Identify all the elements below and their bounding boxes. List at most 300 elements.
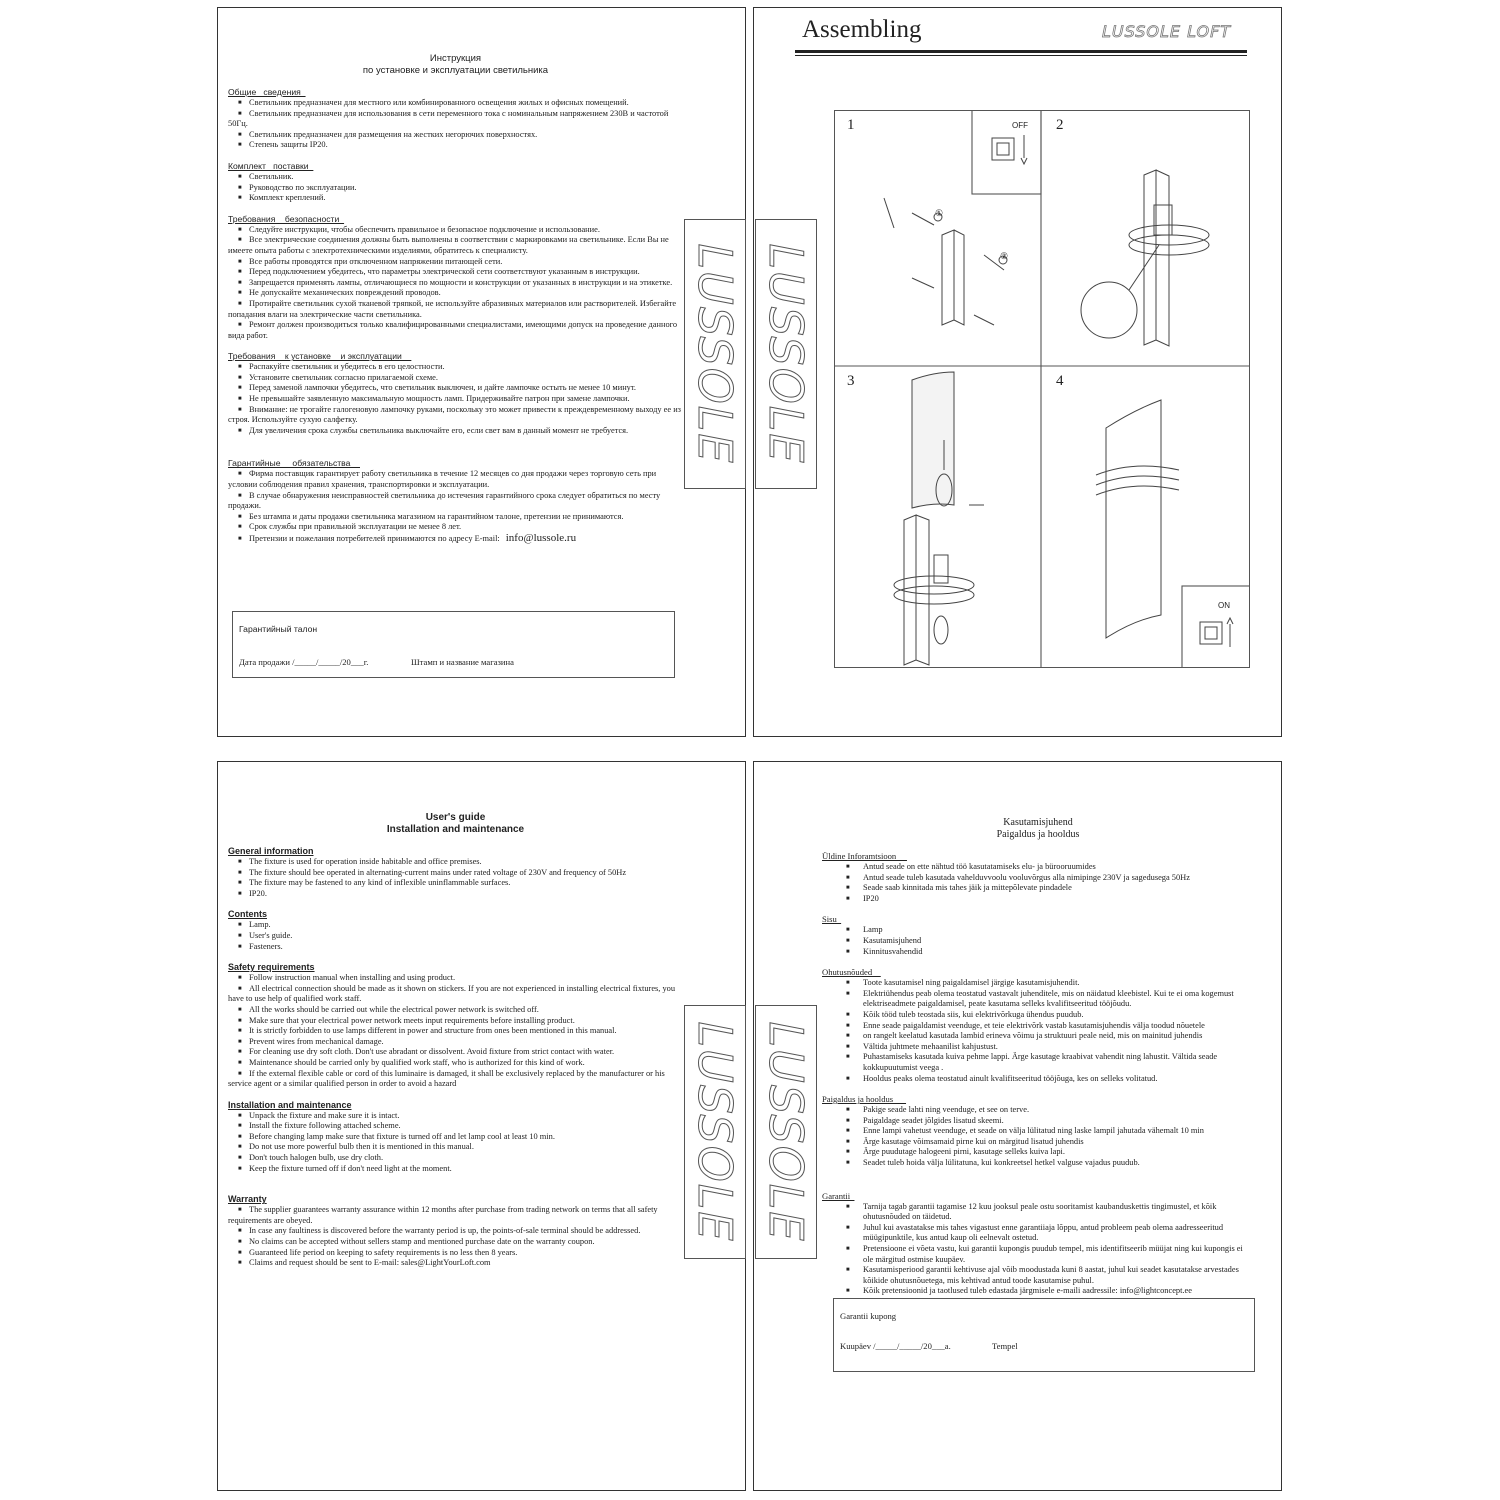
bullet-icon: ■ <box>846 1117 850 1124</box>
list-item <box>228 868 683 879</box>
bullet-icon: ■ <box>238 1249 242 1256</box>
list-item-text: Do not use more powerful bulb then it is mentioned in this manual. <box>249 1142 474 1152</box>
bullet-icon: ■ <box>238 396 242 403</box>
step-1-drawing <box>884 198 1007 325</box>
bullet-icon: ■ <box>238 385 242 392</box>
list-item-text: Claims and request should be sent to E-mail: sales@LightYourLoft.com <box>249 1258 491 1268</box>
section-heading: Sisu <box>822 914 842 925</box>
list-item-text: Lamp. <box>249 920 271 930</box>
step-4-drawing <box>1096 400 1179 638</box>
et-warranty-coupon <box>833 1298 1255 1372</box>
list-item-text: Puhastamiseks kasutada kuiva pehme lappi. Ärge kasutage kraabivat vahendit ning lahustit. Vältida seade kokkupuutumist veega . <box>863 1052 1218 1072</box>
bullet-icon: ■ <box>238 1070 242 1077</box>
bullet-icon: ■ <box>846 864 850 870</box>
bullet-icon: ■ <box>238 1006 242 1013</box>
lussole-logo-vertical <box>684 219 746 489</box>
bullet-icon: ■ <box>238 932 242 939</box>
page-english-users-guide <box>217 761 746 1491</box>
bullet-icon: ■ <box>846 1043 850 1050</box>
bullet-icon: ■ <box>238 1207 242 1214</box>
bullet-icon: ■ <box>238 1123 242 1130</box>
list-item <box>228 491 683 512</box>
list-item-text: Перед подключением убедитесь, что параметры электрической сети соответствуют указанным в инструкции. <box>249 267 640 277</box>
coupon-stamp-label: Tempel <box>992 1341 1018 1351</box>
list-item-text: Seade saab kinnitada mis tahes jäik ja mittepõlevate pindadele <box>863 883 1072 893</box>
bullet-icon: ■ <box>846 874 850 881</box>
list-item <box>228 1047 683 1058</box>
bullet-icon: ■ <box>238 110 242 117</box>
bullet-icon: ■ <box>846 927 850 934</box>
bullet-icon: ■ <box>238 258 242 265</box>
list-item-text: The fixture is used for operation inside habitable and office premises. <box>249 857 482 866</box>
bullet-icon: ■ <box>238 1049 242 1056</box>
step-number-1: 1 <box>847 117 855 133</box>
list-item-text: The fixture should bee operated in alternating-current mains under rated voltage of 230V and frequency of 50Hz <box>249 867 627 877</box>
lussole-loft-logo: LUSSOLE LOFT <box>1102 22 1232 41</box>
section-heading: Garantii <box>822 1190 855 1201</box>
bullet-icon: ■ <box>238 1155 242 1162</box>
bullet-icon: ■ <box>238 237 242 244</box>
list-item <box>822 989 1254 1010</box>
coupon-date-line: Kuupäev /_____/_____/20___a. <box>840 1341 951 1351</box>
bullet-icon: ■ <box>238 1028 242 1035</box>
bullet-icon: ■ <box>238 880 242 887</box>
section <box>822 914 1254 957</box>
bullet-icon: ■ <box>238 1165 242 1172</box>
ru-title-line-2: по установке и эксплуатации светильника <box>362 65 549 76</box>
section-heading: Paigaldus ja hooldus <box>822 1094 907 1105</box>
list-item <box>228 920 683 931</box>
callout-2: ② <box>1000 251 1009 261</box>
list-item <box>228 109 683 130</box>
list-item-text: Светильник. <box>249 171 294 181</box>
bullet-icon: ■ <box>846 1160 850 1167</box>
list-item <box>822 862 1254 873</box>
list-item-text: Install the fixture following attached scheme. <box>249 1121 401 1131</box>
bullet-icon: ■ <box>238 890 242 897</box>
bullet-icon: ■ <box>238 406 242 413</box>
list-item <box>822 883 1254 894</box>
coupon-stamp-label: Штамп и название магазина <box>411 657 514 667</box>
bullet-icon: ■ <box>846 1267 850 1274</box>
bullet-icon: ■ <box>846 1224 850 1231</box>
bullet-icon: ■ <box>846 1138 850 1145</box>
list-item <box>228 512 683 523</box>
bullet-icon: ■ <box>846 980 850 987</box>
list-item <box>822 947 1254 958</box>
step-number-3: 3 <box>847 373 855 389</box>
bullet-icon: ■ <box>238 859 242 865</box>
bullet-icon: ■ <box>846 1128 850 1135</box>
list-item-text: IP20 <box>863 893 879 903</box>
logo-text: LUSSOLE <box>759 243 813 465</box>
assembly-diagram-grid <box>834 110 1250 668</box>
list-item <box>822 1265 1254 1286</box>
bullet-icon: ■ <box>238 492 242 499</box>
list-item-text: Don't touch halogen bulb, use dry cloth. <box>249 1153 384 1163</box>
list-item-text: It is strictly forbidden to use lamps different in power and structure from ones been mentioned in this manual. <box>249 1026 617 1036</box>
list-item <box>228 373 683 384</box>
bullet-icon: ■ <box>238 173 242 180</box>
bullet-icon: ■ <box>238 290 242 297</box>
step-3-drawing <box>894 372 984 665</box>
list-item <box>822 873 1254 884</box>
section-heading: Комплект поставки <box>228 160 314 171</box>
list-item <box>228 1142 683 1153</box>
en-content <box>228 812 683 1269</box>
et-sections <box>822 851 1254 1297</box>
list-item-text: All electrical connection should be made as it shown on stickers. If you are not experienced in installing electrical fixtures, you have to use help of qualified work staff. <box>228 983 676 1004</box>
coupon-title: Garantii kupong <box>840 1311 897 1321</box>
list-item-text: Без штампа и даты продажи светильника магазином на гарантийном талоне, претензии не принимаются. <box>249 511 624 521</box>
list-item <box>822 1147 1254 1158</box>
section-heading: Общие сведения <box>228 87 306 97</box>
list-item <box>228 973 683 984</box>
list-item <box>228 1111 683 1122</box>
bullet-icon: ■ <box>238 975 242 982</box>
list-item-text: В случае обнаружения неисправностей светильника до истечения гарантийного срока следует обратиться по месту продажи. <box>228 490 661 511</box>
section <box>228 909 683 952</box>
list-item-text: Paigaldage seadet jõlgides lisatud skeemi. <box>863 1115 1004 1125</box>
list-item-text: No claims can be accepted without sellers stamp and mentioned purchase date on the warranty coupon. <box>249 1237 595 1247</box>
list-item <box>822 1105 1254 1116</box>
section <box>228 351 683 436</box>
list-item-text: Antud seade tuleb kasutada vahelduvvoolu vooluvõrgus alla nimipinge 230V ja sagedusega 50Hz <box>863 872 1190 882</box>
list-item <box>228 257 683 268</box>
bullet-icon: ■ <box>238 1133 242 1140</box>
list-item-text: Unpack the fixture and make sure it is intact. <box>249 1110 400 1120</box>
list-item-text: Следуйте инструкции, чтобы обеспечить правильное и безопасное подключение и использование. <box>249 224 600 234</box>
list-item <box>228 984 683 1005</box>
assembling-title: Assembling <box>802 16 922 43</box>
list-item <box>228 1005 683 1016</box>
list-item <box>228 405 683 426</box>
list-item-text: Все работы проводятся при отключенном напряжении питающей сети. <box>249 256 503 266</box>
list-item <box>228 320 683 341</box>
bullet-icon: ■ <box>846 1203 850 1210</box>
list-item <box>228 889 683 900</box>
list-item-text: Enne lampi vahetust veenduge, et seade on välja lülitatud ning laske lampil jahutada vähemalt 10 min <box>863 1126 1204 1136</box>
list-item-text: Срок службы при правильной эксплуатации не менее 8 лет. <box>249 522 462 532</box>
list-item-text: Претензии и пожелания потребителей принимаются по адресу E-mail: <box>249 534 500 543</box>
list-item-text: Fasteners. <box>249 941 283 951</box>
list-item-text: Kõik pretensioonid ja taotlused tuleb edastada järgmisele e-maili aadressile: info@lightconcept.ee <box>863 1286 1192 1296</box>
email-address: info@lussole.ru <box>505 532 577 544</box>
list-item <box>822 1052 1254 1073</box>
list-item <box>228 183 683 194</box>
bullet-icon: ■ <box>238 226 242 233</box>
list-item-text: The fixture may be fastened to any kind of inflexible uninflammable surfaces. <box>249 878 511 888</box>
bullet-icon: ■ <box>238 1228 242 1235</box>
section-heading: Installation and maintenance <box>228 1099 352 1110</box>
list-item-text: Tarnija tagab garantii tagamise 12 kuu jooksul peale ostu sooritamist kaubanduskettis tingimustel, et kõik ohutusnõuded on täidetud. <box>863 1201 1217 1222</box>
list-item <box>228 1058 683 1069</box>
switch-off-icon <box>992 135 1027 164</box>
bullet-icon: ■ <box>238 131 242 138</box>
bullet-icon: ■ <box>238 869 242 876</box>
section <box>822 1191 1254 1297</box>
section-heading: Contents <box>228 909 267 920</box>
page-russian-instructions <box>217 7 746 737</box>
list-item-text: Светильник предназначен для местного или комбинированного освещения жилых и офисных помещений. <box>249 98 629 107</box>
list-item-text: Степень защиты IP20. <box>249 140 328 150</box>
list-item <box>228 1026 683 1037</box>
list-item-text: Guaranteed life period on keeping to safety requirements is no less then 8 years. <box>249 1247 518 1257</box>
list-item-text: on rangelt keelatud kasutada lambid erineva võimu ja struktuuri peale neid, mis on mainitud juhendis <box>863 1031 1203 1041</box>
bullet-icon: ■ <box>238 1144 242 1151</box>
list-item <box>228 533 683 545</box>
step-number-2: 2 <box>1056 117 1064 133</box>
list-item-text: Для увеличения срока службы светильника выключайте его, если свет вам в данный момент не требуется. <box>249 425 629 435</box>
bullet-icon: ■ <box>238 1239 242 1246</box>
list-item <box>228 140 683 151</box>
list-item-text: Seadet tuleb hoida välja lülitatuna, kui konkreetsel hetkel valguse vajadus puudub. <box>863 1158 1140 1168</box>
list-item <box>228 130 683 141</box>
bullet-icon: ■ <box>238 536 242 542</box>
list-item-text: Antud seade on ette nähtud töö kasutatamiseks elu- ja bürooruumides <box>863 862 1096 871</box>
list-item <box>228 288 683 299</box>
switch-off-label: OFF <box>1012 121 1028 130</box>
list-item-text: Juhul kui avastatakse mis tahes vigastust enne garantiiaja lõppu, antud probleem peab olema aadresseeritud müügipunktile, kus antud kaup oli eelnevalt ostetud. <box>863 1222 1224 1243</box>
section <box>228 458 683 544</box>
list-item-text: Ärge kasutage võimsamaid pirne kui on märgitud lisatud juhendis <box>863 1136 1084 1146</box>
list-item-text: In case any faultiness is discovered before the warranty period is up, the points-of-sale terminal should be addressed. <box>249 1226 641 1236</box>
bullet-icon: ■ <box>238 1059 242 1066</box>
list-item <box>228 172 683 183</box>
list-item-text: Комплект креплений. <box>249 193 326 203</box>
bullet-icon: ■ <box>846 1288 850 1295</box>
list-item-text: Светильник предназначен для размещения на жестких негорючих поверхностях. <box>249 129 538 139</box>
title-rule <box>795 50 1247 53</box>
list-item <box>822 1074 1254 1085</box>
section-heading: Ohutusnõuded <box>822 967 881 978</box>
list-item <box>228 1132 683 1143</box>
list-item-text: Prevent wires from mechanical damage. <box>249 1036 384 1046</box>
list-item <box>228 193 683 204</box>
list-item <box>822 1158 1254 1169</box>
list-item-text: Ärge puudutage halogeeni pirni, kasutage selleks kuiva lapi. <box>863 1147 1065 1157</box>
list-item <box>228 225 683 236</box>
section <box>228 214 683 342</box>
list-item-text: Не допускайте механических повреждений проводов. <box>249 288 441 298</box>
list-item <box>822 1126 1254 1137</box>
bullet-icon: ■ <box>846 990 850 997</box>
bullet-icon: ■ <box>238 524 242 531</box>
switch-on-icon <box>1200 618 1233 647</box>
bullet-icon: ■ <box>238 922 242 929</box>
list-item <box>822 894 1254 905</box>
et-title-line-2: Paigaldus ja hooldus <box>996 829 1080 840</box>
list-item-text: Установите светильник согласно прилагаемой схеме. <box>249 372 438 382</box>
logo-text: LUSSOLE <box>759 1021 813 1243</box>
list-item-text: Pretensioone ei võeta vastu, kui garantii kupongis puudub tempel, mis identifitseerib müüjat ning kui kupongis ei ole märgitud ostmise kuupäev. <box>863 1244 1243 1264</box>
list-item <box>822 1202 1254 1223</box>
list-item-text: Follow instruction manual when installing and using product. <box>249 973 456 983</box>
list-item-text: The supplier guarantees warranty assurance within 12 months after purchase from trading network on terms that all safety requirements are obeyed. <box>228 1205 658 1225</box>
step-number-4: 4 <box>1056 373 1064 389</box>
section <box>228 1194 683 1269</box>
lussole-logo-vertical <box>755 219 817 489</box>
bullet-icon: ■ <box>846 937 850 944</box>
list-item-text: IP20. <box>249 888 267 898</box>
list-item <box>228 1237 683 1248</box>
list-item-text: Keep the fixture turned off if don't need light at the moment. <box>249 1163 452 1173</box>
section <box>228 962 683 1090</box>
page-estonian-kasutamisjuhend <box>753 761 1282 1491</box>
section-heading: Требования к установке и эксплуатации <box>228 351 412 362</box>
list-item-text: All the works should be carried out while the electrical power network is switched off. <box>249 1004 539 1014</box>
coupon-date-line: Дата продажи /_____/_____/20___г. <box>239 657 369 667</box>
list-item-text: Руководство по эксплуатации. <box>249 182 357 192</box>
list-item-text: Kasutamisperiood garantii kehtivuse ajal võib moodustada kuni 8 aastat, juhul kui seadet kasutatakse arvestades kõikide ohutusnõuetega, mis kehtivad antud toode kasutamise puhul. <box>863 1265 1239 1285</box>
list-item <box>228 383 683 394</box>
list-item <box>822 1223 1254 1244</box>
bullet-icon: ■ <box>846 1011 850 1018</box>
list-item-text: Kasutamisjuhend <box>863 935 922 945</box>
list-item <box>822 1031 1254 1042</box>
logo-text: LUSSOLE <box>688 243 742 465</box>
title-rule-thin <box>795 55 1247 56</box>
list-item-text: Make sure that your electrical power network meets input requirements before installing product. <box>249 1015 575 1025</box>
list-item <box>228 1164 683 1175</box>
ru-content <box>228 53 683 545</box>
ru-title-line-1: Инструкция <box>429 53 482 64</box>
bullet-icon: ■ <box>238 322 242 329</box>
list-item-text: Kõik tööd tuleb teostada siis, kui elektrivõrkuga ühendus puudub. <box>863 1009 1084 1019</box>
list-item <box>228 857 683 868</box>
list-item-text: Перед заменой лампочки убедитесь, что светильник выключен, и дайте лампочке остыть не менее 10 минут. <box>249 383 636 393</box>
list-item-text: Ремонт должен производиться только квалифицированными специалистами, имеющими допуск на проведение данного вида работ. <box>228 320 678 340</box>
list-item <box>228 931 683 942</box>
bullet-icon: ■ <box>238 184 242 191</box>
list-item <box>822 1286 1254 1297</box>
et-title-line-1: Kasutamisjuhend <box>1003 817 1073 828</box>
list-item-text: Elektriühendus peab olema teostatud vastavalt juhenditele, mis on näidatud kleebistel. Kui te ei oma kogemust elektriseadmete paigaldamisel, peate kasutama selleks kvalifitseeritud tööjõudu. <box>863 988 1234 1009</box>
list-item-text: If the external flexible cable or cord of this luminaire is damaged, it shall be exclusively replaced by the manufacturer or his service agent or a similar qualified person in order to avoid a hazard <box>228 1068 665 1089</box>
list-item <box>822 925 1254 936</box>
list-item-text: Фирма поставщик гарантирует работу светильника в течение 12 месяцев со дня продажи через торговую сеть при условии соблюдения правил хранения, транспортировки и эксплуатации. <box>228 469 657 490</box>
list-item <box>228 267 683 278</box>
section <box>822 967 1254 1084</box>
list-item <box>822 1042 1254 1053</box>
bullet-icon: ■ <box>238 100 242 106</box>
bullet-icon: ■ <box>846 1246 850 1253</box>
switch-on-label: ON <box>1218 601 1230 610</box>
section <box>228 1100 683 1175</box>
list-item <box>228 1153 683 1164</box>
list-item-text: Enne seade paigaldamist veenduge, et teie elektrivõrk vastab kasutamisjuhendis välja toodud nõuetele <box>863 1020 1205 1030</box>
bullet-icon: ■ <box>238 1112 242 1119</box>
section <box>822 1094 1254 1169</box>
list-item-text: Toote kasutamisel ning paigaldamisel järgige kasutamisjuhendit. <box>863 978 1080 988</box>
ru-sections <box>228 87 683 545</box>
bullet-icon: ■ <box>846 1022 850 1029</box>
list-item <box>228 98 683 109</box>
bullet-icon: ■ <box>846 1107 850 1114</box>
list-item <box>822 1010 1254 1021</box>
lussole-logo-vertical <box>684 1005 746 1259</box>
et-content <box>822 817 1254 1297</box>
section <box>228 161 683 204</box>
bullet-icon: ■ <box>846 1033 850 1040</box>
section-heading: General information <box>228 846 314 856</box>
bullet-icon: ■ <box>238 269 242 276</box>
list-item <box>228 522 683 533</box>
section-heading: Warranty <box>228 1194 267 1205</box>
section-heading: Требования безопасности <box>228 213 345 224</box>
bullet-icon: ■ <box>846 1149 850 1156</box>
step-2-drawing <box>1081 170 1209 346</box>
section-heading: Гарантийные обязательства <box>228 458 360 469</box>
list-item <box>822 978 1254 989</box>
list-item <box>228 299 683 320</box>
bullet-icon: ■ <box>238 279 242 286</box>
list-item-text: Lamp <box>863 925 883 935</box>
list-item-text: Распакуйте светильник и убедитесь в его целостности. <box>249 362 445 372</box>
bullet-icon: ■ <box>238 1017 242 1024</box>
list-item <box>228 394 683 405</box>
list-item <box>228 1226 683 1237</box>
list-item-text: Maintenance should be carried only by qualified work staff, who is authorized for this kind of work. <box>249 1057 585 1067</box>
list-item-text: Внимание: не трогайте галогеновую лампочку руками, поскольку это может привести к преждевременному выходу ее из строя. Используйте сухую салфетку. <box>228 404 681 425</box>
list-item <box>228 1016 683 1027</box>
list-item <box>228 235 683 256</box>
list-item <box>228 1258 683 1269</box>
bullet-icon: ■ <box>238 1260 242 1267</box>
bullet-icon: ■ <box>238 985 242 992</box>
ru-warranty-coupon <box>232 611 675 678</box>
en-sections <box>228 846 683 1269</box>
en-title-line-1: User's guide <box>425 812 486 823</box>
list-item-text: Hooldus peaks olema teostatud ainult kvalifitseeritud tööjõuga, kes on selleks volitatud. <box>863 1073 1158 1083</box>
list-item <box>228 426 683 437</box>
bullet-icon: ■ <box>238 364 242 371</box>
section-heading: Üldine Inforamtsioon <box>822 851 907 861</box>
list-item <box>228 1121 683 1132</box>
list-item <box>228 362 683 373</box>
list-item-text: Протирайте светильник сухой тканевой тряпкой, не используйте абразивных материалов или растворителей. Избегайте попадания влаги на электрические части светильника. <box>228 298 677 319</box>
list-item <box>228 878 683 889</box>
bullet-icon: ■ <box>238 300 242 307</box>
list-item <box>228 469 683 490</box>
list-item-text: Kinnitusvahendid <box>863 946 923 956</box>
bullet-icon: ■ <box>238 374 242 381</box>
lussole-logo-vertical <box>755 1005 817 1259</box>
bullet-icon: ■ <box>238 142 242 149</box>
bullet-icon: ■ <box>846 895 850 902</box>
assembly-diagrams <box>834 110 1250 668</box>
list-item-text: User's guide. <box>249 930 293 940</box>
list-item <box>822 1137 1254 1148</box>
list-item <box>822 936 1254 947</box>
en-title-line-2: Installation and maintenance <box>386 824 525 835</box>
bullet-icon: ■ <box>238 195 242 202</box>
bullet-icon: ■ <box>846 948 850 955</box>
list-item <box>228 1205 683 1226</box>
bullet-icon: ■ <box>238 471 242 478</box>
bullet-icon: ■ <box>846 1075 850 1082</box>
page-assembling <box>753 7 1282 737</box>
bullet-icon: ■ <box>846 1054 850 1061</box>
list-item <box>228 942 683 953</box>
section-heading: Safety requirements <box>228 962 315 973</box>
list-item-text: Светильник предназначен для использования в сети переменного тока с номинальным напряжением 230В и частотой 50Гц. <box>228 108 669 129</box>
list-item <box>228 278 683 289</box>
list-item <box>822 1021 1254 1032</box>
list-item <box>822 1116 1254 1127</box>
list-item <box>822 1244 1254 1265</box>
section <box>228 846 683 899</box>
